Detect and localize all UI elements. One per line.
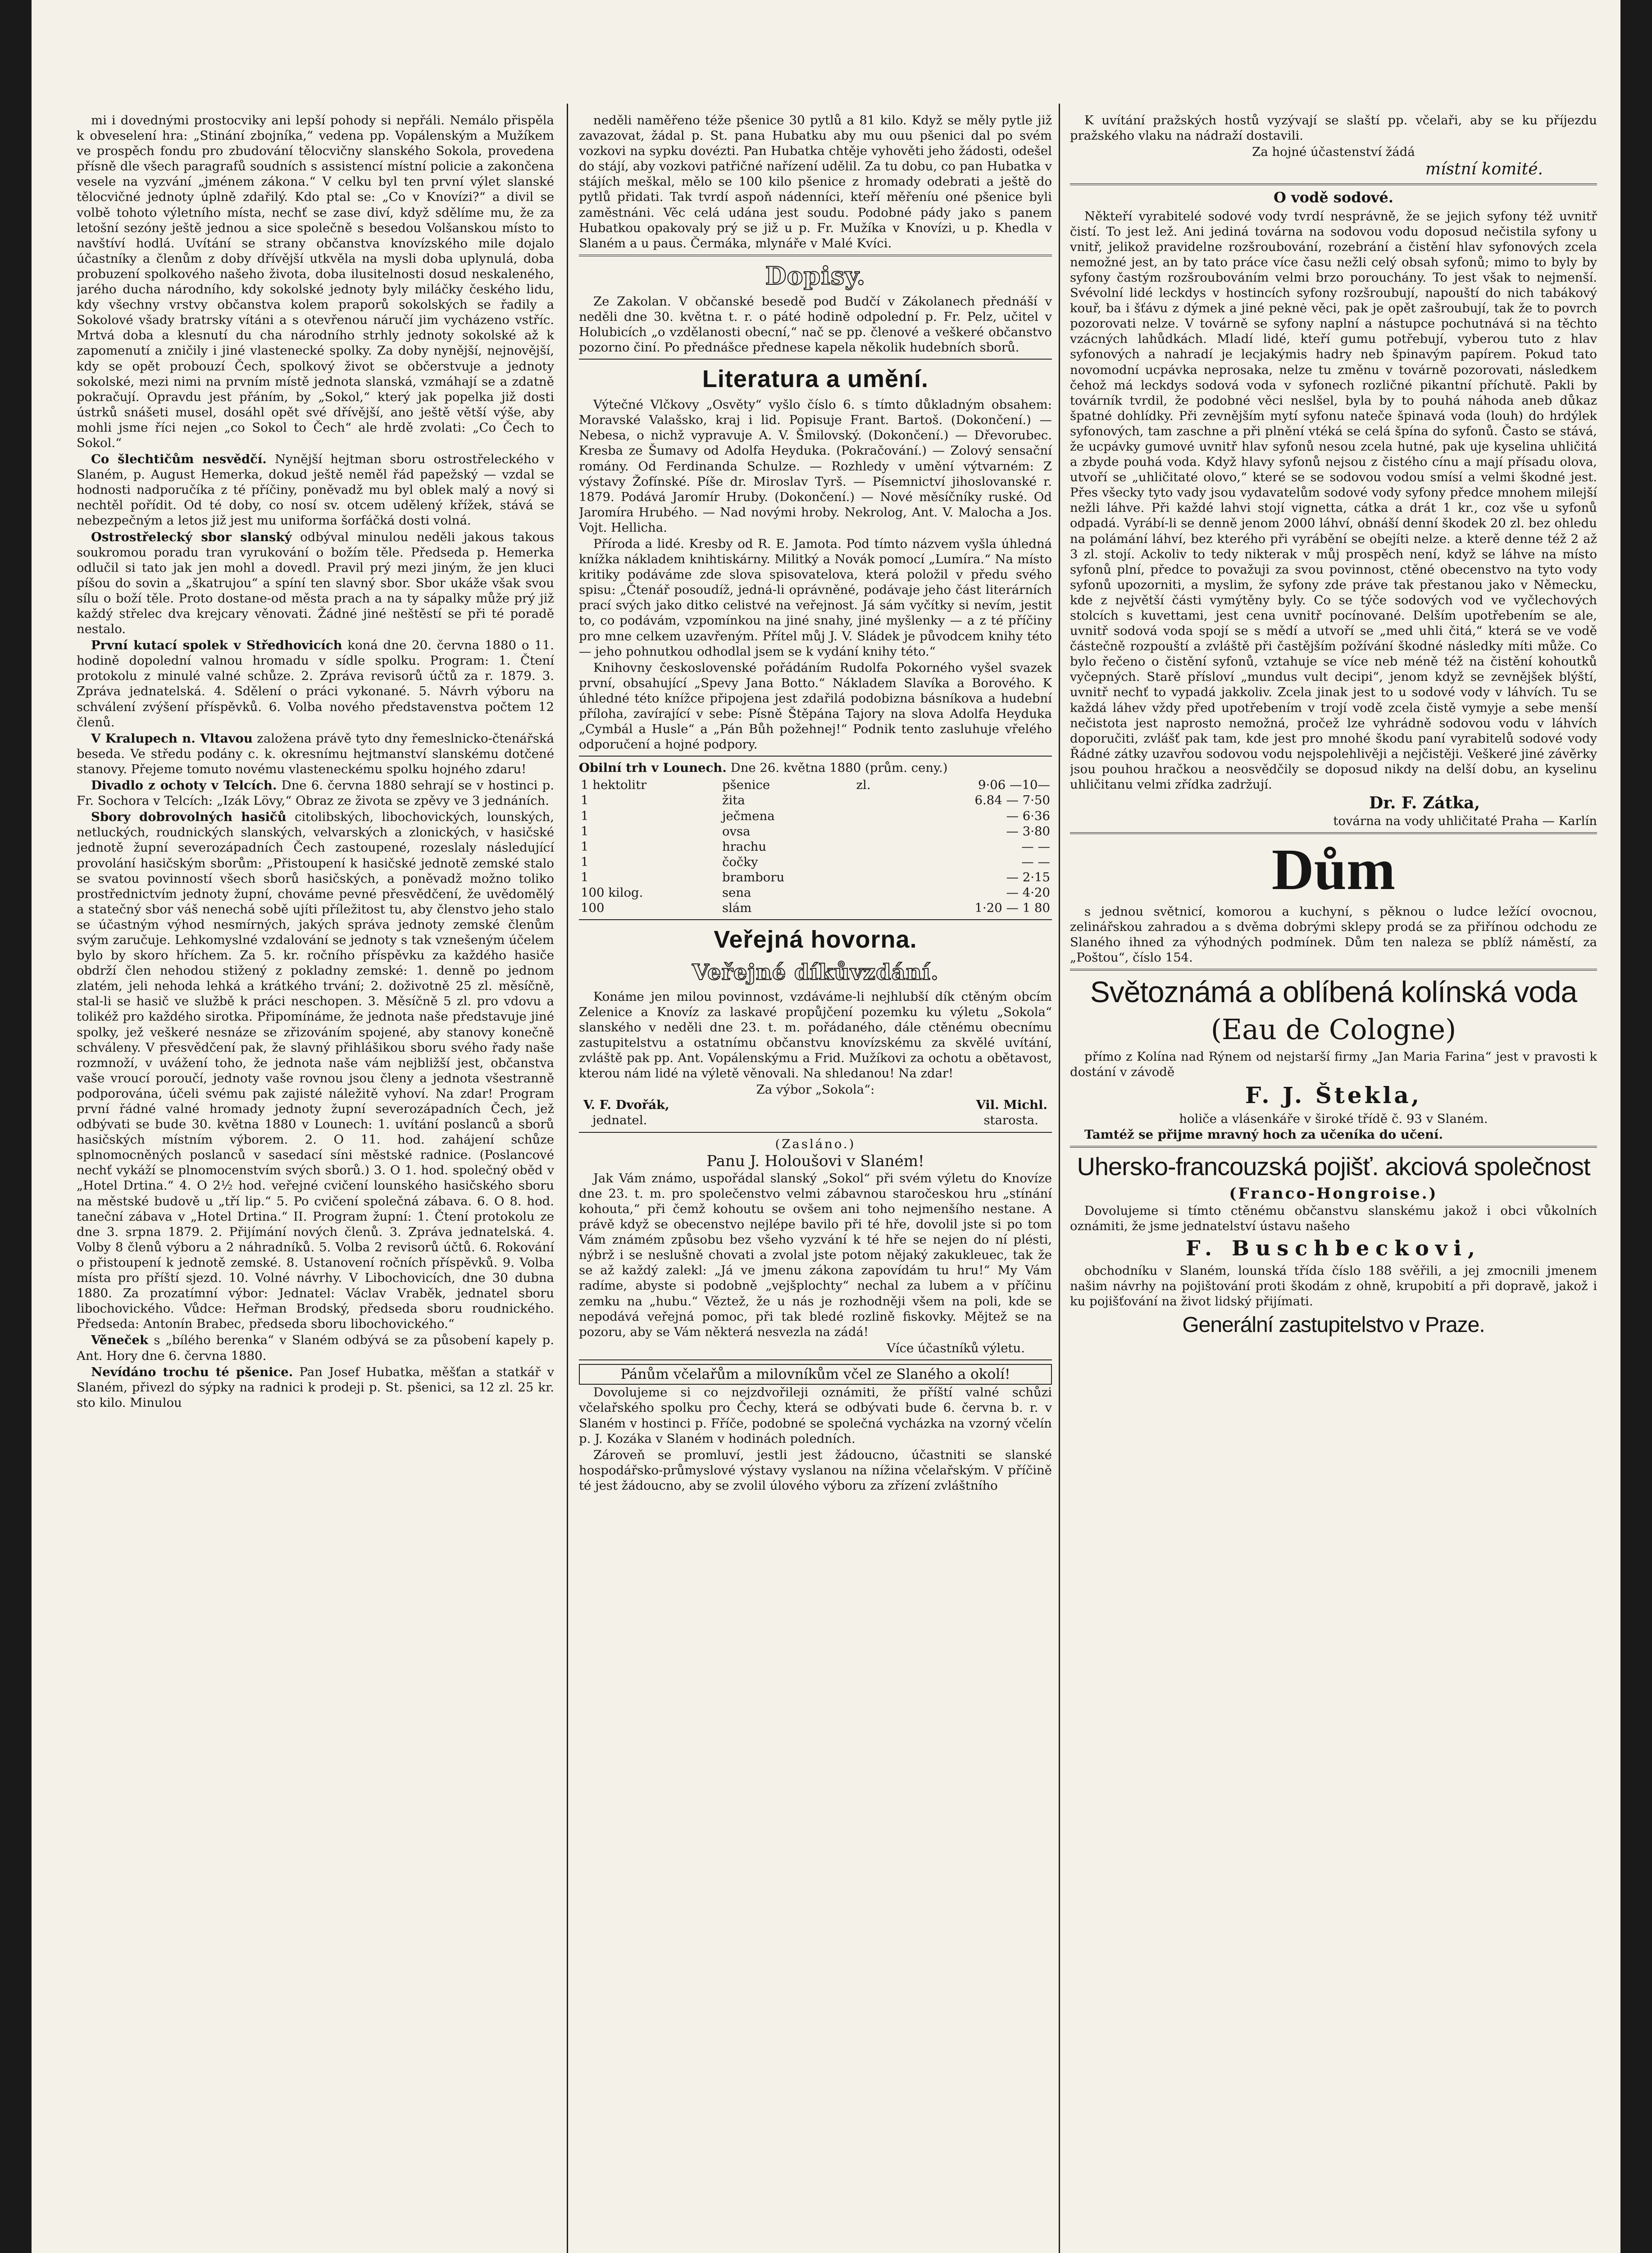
section-divider (1070, 832, 1597, 834)
price-cell (855, 885, 891, 900)
zaslano-label: (Zasláno.) (775, 1136, 856, 1151)
article-heading: O vodě sodové. (1274, 188, 1393, 206)
price-cell: sena (722, 885, 751, 900)
article-text: Jak Vám známo, uspořádal slanský „Sokol“ při svém výletu do Knovíze dne 23. t. m. pro společenstvo velmi zábavnou staročeskou hru „stínání kohouta,“ při čemž kohoutu se ovšem ani toho nejmenšího nestane. A právě když se obecenstvo nejlépe bavilo při té hře, dovolil jste si po tom Vám známém způsobu bez všeho vyzvání k té hře se nejen do ní plésti, nýbrž i se neslušně chovati a zvolal jste potom nějaký zakukleuec, tak že se až každý zalekl: „Já ve jmenu zákona zapovídám tu hru!“ My Vám radíme, abyste si podobně „vejšplochty“ nechal za lubem a v příčinu zemku na „hubu.“ Věztež, že u nás je rozhodněji všem na poli, kde se nepodává veřejná pomoc, při tak bledé rozlině fiskovky. Mějtež se na pozoru, aby se Vám některá nesvezla na zádá! (579, 1171, 1052, 1339)
section-divider (579, 919, 1052, 920)
ad-firm-name: F. J. Štekla, (1245, 1082, 1422, 1109)
ad-insurance-subtitle: (Franco-Hongroise.) (1229, 1184, 1438, 1203)
signature-roles (579, 1113, 1052, 1128)
column-3 (1070, 113, 1597, 2253)
price-cell: 1 (581, 793, 589, 808)
signature-right: Vil. Michl. (976, 1098, 1047, 1113)
column-rule (1059, 104, 1060, 2253)
price-cell: 100 kilog. (581, 885, 643, 900)
article-heading: První kutací spolek v Středhovicích (91, 638, 342, 653)
ad-kolinska-title: Světoznámá a oblíbená kolínská voda (1090, 975, 1577, 1009)
price-cell: — 4·20 (1006, 885, 1050, 900)
ad-text: holiče a vlásenkáře v široké třídě č. 93 v Slaném. (1179, 1112, 1488, 1126)
article-text: Nynější hejtman sboru ostrostřeleckého v Slaném, p. August Hemerka, dokud ještě neměl řád papežský — vzdal se hodnosti nadporučíka z té příčiny, poněvadž mu byl oblek malý a nový si nechtěl pořídit. Od té doby, co nosí sv. otcem udělený křížek, stává se nebezpečným a letos již jest mu uniforma šorfáčká dosti volná. (77, 452, 554, 528)
price-cell: zl. (856, 778, 871, 793)
ad-text: obchodníku v Slaném, lounská třída číslo 188 svěřili, a jej zmocnili jmenem našim návrhy na pojištování proti škodám z ohně, krupobití a při dopravě, jakož i ku pojišťování na život lidský přijímati. (1070, 1263, 1597, 1309)
section-divider (579, 756, 1052, 757)
ad-dum-title: Dům (1271, 837, 1396, 902)
page-edge-left (0, 0, 32, 2253)
price-row (579, 870, 1052, 885)
section-divider (579, 1132, 1052, 1133)
section-title-hovorna: Veřejná hovorna. (714, 926, 917, 953)
price-cell: čočky (722, 854, 758, 869)
article-text: Někteří vyrabitelé sodové vody tvrdí nesprávně, že se jejich syfony též uvnitř čistí. To jest lež. Ani jediná továrna na sodovou vodu doposud nečistila syfony u vnitř, jelikož pravidelne rozšroubování, rozebrání a čistění hlav syfonových zcela nemožné jest, an by tato práce více času nežli celý obsah syfonů; mimo to byly by syfony častým rozšroubováním velmi brzo porouchány. To jest však to nejmenší. Svévolní lidé leckdys v hostincích syfony rozšroubují, napouští do nich tabákový kouř, ba i šťávu z dýmek a jiné peknė věci, pak je opět zašroubují, tak že to povrch pozorovati nelze. V továrně se syfony naplní a nástupce pochutnává si na těchto vzácných lahůdkách. Mladí lidé, kteří gumu potřebují, vyberou tuto z hlav syfonových a nahradí je lecjakýmis hadry neb špinavým papírem. Pokud tato novomodní ucpávka neprosaka, nelze tu změnu v továrně pozorovati, následkem čehož má leckdys sodová voda v syfonech rozličné pikantní příchutě. Pakli by továrník tvrdil, že podobné věci neslšel, byla by to pouhá náhoda aneb důkaz špatné dohlídky. Při zevnějším mytí syfonu nateče špinavá voda (louh) do hrdýlek syfonových, tam zaschne a při plnění vtéká se celá špína do syfonů. Často se stává, že ucpávky gumové uvnitř hlav syfonů nesou zcela hutné, pak uje kyselina uhličitá a zbyde pouhá voda. Když hlavy syfonů nejsou z čistého cínu a mají přísadu olova, utvoří se „uhličitaté olovo,“ které se se sodovou vodou smísí a velmi škodné jest. Přes všecky tyto vady jsou vydavatelům sodové vody syfony předce mnohem milejší nežli láhve. Při každé lahvi stojí vignetta, cátka a drát 1 kr., coz vše u syfonů odpadá. Vyrábí-li se denně jenom 2000 láhví, obnáší denní škodek 20 zl. bez ohledu na polámání láhví, bez kterého při vyrábění se obejíti nelze. a kterě denne též 2 až 3 zl. stojí. Ackoliv to tedy nikterak v můj prospěch není, když se láhve na místo syfonů plní, předce to považuji za svou povinnost, ctěné obecenstvo na tyto vody syfonů upozorniti, a myslim, že syfony zde práve tak přestanou jako v Německu, kde z největší části vymýtěny byly. Co se týče sodových vod ve vyčlechových stolcích s kuvettami, jest cena uvnitř pocínované. Delším upotřebením se ale, uvnitř sodová voda spojí se s mědí a utvoří se „med uhli čitá,“ která se ve vodě částečně rozpouští a zvláště při častějším požívání škodné následky míti může. Co bylo řečeno o čistění syfonů, vztahuje se více neb méně též na čistění kohoutků vyčepných. Starě přísloví „mundus vult decipi“, jenom když se zevnějšek blýští, uvnitř nechť to vypadá jakkoliv. Zcela jinak jest to u sodové vody v láhvích. Tu se každá láhev vždy před upotřebením v trojí vodě zcela čistě vymyje a sebe menší nečistota jest naprosto nemožná, pročež lze vyhrádně sodovou vodu v láhvích doporučiti, zvlášť pak tam, kde jest pro mnohé škodu paní vyrabitelů sodové vody Řádné zátky uzavřou sodovou vodu nejspolehlivěji a nejčistěji. Veškeré jiné závěrky jsou pouhou hračkou a neosvědčily se doposud nikdy na delší dobu, an kyselinu uhličitanu velmi zřídka zadržují. (1070, 209, 1597, 792)
price-cell (855, 793, 891, 808)
section-divider (1070, 969, 1597, 971)
ad-kolinska-subtitle: (Eau de Cologne) (1211, 1013, 1456, 1046)
ad-insurance-footer: Generální zastupitelstvo v Praze. (1182, 1313, 1485, 1337)
price-cell (855, 824, 891, 839)
article-heading: Ostrostřelecký sbor slanský (91, 529, 292, 544)
price-row (579, 793, 1052, 808)
article-heading: Věneček (91, 1333, 149, 1348)
bee-notice-title: Pánům včelařům a milovníkům včel ze Slaného a okolí! (579, 1364, 1052, 1385)
komite-signature: místní komité. (1425, 160, 1543, 179)
price-cell: 1 (581, 839, 589, 854)
article-text: neděli naměřeno téže pšenice 30 pytlů a 81 kilo. Když se měly pytle již zavazovat, žádal p. St. pana Hubatku aby mu ouu pšenici dal po svém vozkovi na sypku dovézti. Pan Hubatka chtěje vyhověti jeho žádosti, odešel do stájí, aby vozkovi patřičné nařízení udělil. Za tu dobu, co pan Hubatka v stájích meškal, mělo se 100 kilo pšenice z hromady odebrati a ještě do pytlů přidati. Tak tvrdí aspoň nádenníci, kteří měřeníu oné pšenice byli zaměstnáni. Věc celá udána jest soudu. Podobné pády jako s panem Hubatkou opakovaly prý se již u p. Fr. Mužíka v Knovízi, u p. Khedla v Slaném a u paus. Čermáka, mlynáře v Malé Kvíci. (579, 113, 1052, 251)
article-text: Dne 6. června 1880 sehrají se v hostinci p. Fr. Sochora v Telcích: „Izák Lövy,“ Obraz ze života se zpěvy ve 3 jednáních. (77, 778, 554, 808)
column-2 (579, 113, 1052, 2253)
price-cell: 6.84 — 7·50 (974, 793, 1050, 808)
price-cell (855, 808, 891, 824)
price-row (579, 824, 1052, 839)
price-cell: — 2·15 (1006, 870, 1050, 885)
signature-header: Za výbor „Sokola“: (756, 1082, 875, 1097)
price-row (579, 839, 1052, 854)
price-row (579, 885, 1052, 900)
article-text: mi i dovednými prostocviky ani lepší pohody si nepřáli. Nemálo přispěla k obveselení hra: „Stinání zbojníka,“ vedena pp. Vopálenským a Mužíkem ve prospěch fondu pro zbudování tělocvičny slanského Sokola, provedena přísně dle všech paragrafů soudních s assistencí místní policie a zakončena vesele na vyzvání „jménem zákona.“ V celku byl ten první výlet slanské tělocvičné jednoty úplně zdařilý. Kdo ptal se: „Co v Knovízi?“ a divil se volbě tohoto výletního místa, nechť se zase diví, když sdělíme mu, že za letošní sezóny ještě jednou a sice společně s besedou Volšanskou místo to navštíví hodlá. Uvítání se strany občanstva knovízského mile dojalo účastníky a členům z doby dřívější utkvěla na mysli doba uplynulá, doba probuzení spolkového našeho života, doba ilusitelnosti dosud neskaleného, jarého ducha národního, kdy sokolské jednoty byly miláčky českého lidu, kdy všechny vrstvy občanstva kolem praporů sokolských se řadily a Sokolové všady bratrsky vítáni a s otevřenou náručí jim vycházeno vstříc. Mrtvá doba a klesnutí du cha národního strhly jednoty sokolské až k zapomenutí a zničily i jiné vlastenecké spolky. Za doby nynější, nejnovější, kdy se opět probouzí Čech, spolkový život se občerstvuje a jednoty sokolské, mezi nimi na prvním místě jednota slanská, vzmáhají se a zdatně pokračují. Opravdu jest přáním, by „Sokol,“ který jak popelka již dosti ústrků snášeti musel, dosáhl opět své dřívější, ano ještě větší výše, aby mohli jsme říci nejen „co Sokol to Čech“ ale hrdě zvolati: „Co Čech to Sokol.“ (77, 113, 554, 450)
article-heading: Nevídáno trochu té pšenice. (91, 1364, 293, 1379)
article-text: koná dne 20. června 1880 o 11. hodině dopolední valnou hromadu v sídle spolku. Program: 1. Čtení protokolu z minulé valné schůze. 2. Zpráva revisorů účtů za r. 1879. 3. Zpráva jednatelská. 4. Sdělení o práci vykonané. 5. Návrh výboru na schválení zvýšení příspěvků. 6. Volba nového představenstva počtem 12 členů. (77, 638, 554, 730)
section-divider (1070, 1146, 1597, 1148)
article-heading: Co šlechtičům nesvědčí. (91, 452, 267, 467)
section-title-literatura: Literatura a umění. (702, 365, 929, 393)
article-text: Za hojné účastenství žádá (1252, 145, 1415, 160)
price-cell: 100 (581, 901, 605, 916)
price-row (579, 808, 1052, 824)
section-title-dikuvzdani: Veřejné díkůvzdání. (692, 960, 939, 985)
price-cell: — 3·80 (1006, 824, 1050, 839)
price-cell (855, 839, 891, 854)
price-cell (855, 870, 891, 885)
ad-text: přímo z Kolína nad Rýnem od nejstarší firmy „Jan Maria Farina“ jest v pravosti k dostání v závodě (1070, 1049, 1597, 1080)
article-text: citolibských, libochovických, lounských, netluckých, roudnických slanských, velvarských a zlonických, v hasičské jednotě župní severozápadních Čech zastoupené, rozeslaly následující provolání hasičským sborům: „Přistoupení k hasičské jednotě zemské stalo se svatou povinností všech sborů hasičských, a poněvadž možno toliko prostřednictvím jednoty župní, chováme pevné přesvědčení, že uvědomělý a statečný sbor váš nenechá sobě ujíti příležitost tu, aby členstvo jeho stalo se účastným výhod nesmírných, jakých správa jednoty zemské členům svým zaručuje. Lehkomyslné vzdalování se jednoty s tak vznešeným účelem bylo by skoro hříchem. Za 5. kr. ročního příspěvku za každého hasiče obdrží člen nehodou stižený z pokladny zemské: 1. denně po jednom zlatém, jeli nehoda lehká a krátkého trvání; 2. doživotně 25 zl. měsíčně, stal-li se hasič ve službě k práci neschopen. 3. Měsíčně 5 zl. pro vdovu a tolikéž pro každého sirotka. Připomínáme, že jednota naše představuje jiné spolky, jež veškeré nesnáze se zřizováním spojené, aby stanovy konečně schváleny. V přesvědčení pak, že slavný přihlášikou sboru svého řady naše rozmnoží, v uvážení toho, že jednota naše vám nejbližší jest, občanstva vaše vroucí poroučí, jednoty vaše rovnou jsou členy a jednota všestranně podporována, účeli svému pak zajisté náležitě vyhoví. Na zdar! Program první řádné valné hromady jednoty župní severozápadních Čech, jež odbývati se bude 30. května 1880 v Lounech: 1. uvítání poslanců a sborů hasičských místním výborem. 2. O 11. hod. zahájení schůze splnomocněných poslanců v sasedací síni městské radnice. (Poslancové nechť vykáží se plnomocenstvím svých sborů.) 3. O 1. hod. společný oběd v „Hotel Drtina.“ 4. O 2½ hod. veřejné cvičení lounského hasičského sboru na městské budově u „tří lip.“ 5. Po cvičení společná zábava. 6. O 8. hod. taneční zábava v „Hotel Drtina.“ II. Program župní: 1. Čtení protokolu ze dne 3. srpna 1879. 2. Přijímání nových členů. 3. Zpráva jednatelská. 4. Volby 8 členů výboru a 2 náhradníků. 5. Volba 2 revisorů účtů. 6. Rokování o přistoupení k jednotě zemské. 8. Ustanovení ročních příspěvků. 9. Volba místa pro příští sjezd. 10. Volné návrhy. V Libochovicích, dne 30 dubna 1880. Za prozatímní výbor: Jednatel: Václav Vraběk, jednatel sboru libochovického. Vůdce: Heřman Brodský, předseda sboru roudnického. Předseda: Antonín Brabec, předseda sboru libochovického.“ (77, 810, 554, 1332)
price-cell: ječmena (722, 808, 775, 823)
article-heading: V Kralupech n. Vltavou (91, 731, 253, 746)
price-cell: 1 (581, 808, 589, 823)
price-cell: 1·20 — 1 80 (974, 901, 1050, 916)
price-cell: — 6·36 (1006, 808, 1050, 823)
price-cell: — — (1021, 839, 1050, 854)
price-cell: bramboru (722, 870, 785, 885)
zatka-signature: Dr. F. Zátka, (1369, 794, 1480, 813)
article-text: Konáme jen milou povinnost, vzdáváme-li nejhlubší dík ctěným obcím Zelenice a Knovíz za laskavé propůjčení pozemku ku výletu „Sokola“ slanského v neděli dne 23. t. m. pořádaného, dále ctěnému obecnímu zastupitelstvu a ostatnímu občanstvu knovízskému za skvělé uvítání, zvláště pak pp. Ant. Vopálenskýmu a Frid. Mužíkovi za ochotu a obětavost, kterou nám lidé na výletě věnovali. Na shledanou! Na zdar! (579, 989, 1052, 1081)
article-heading: Sbory dobrovolných hasičů (91, 810, 287, 825)
price-cell: 1 (581, 824, 589, 839)
price-cell: hrachu (722, 839, 767, 854)
price-cell (855, 900, 891, 916)
price-row (579, 854, 1052, 870)
signature-left: V. F. Dvořák, (583, 1098, 669, 1113)
signature-left-role: jednatel. (592, 1113, 647, 1128)
zatka-signature-sub: továrna na vody uhličitaté Praha — Karlín (1333, 813, 1597, 828)
article-text: Výtečné Vlčkovy „Osvěty“ vyšlo číslo 6. s tímto důkladným obsahem: Moravské Valašsko, kraj i lid. Popisuje Frant. Bartoš. (Dokončení.) — Nebesa, o nichž vypravuje A. V. Šmilovský. (Dokončení.) — Dřevorubec. Kresba ze Šumavy od Adolfa Heyduka. (Pokračování.) — Zolový sensační romány. Od Ferdinanda Schulze. — Rozhledy v umění výtvarném: Z výstavy Žofínské. Píše dr. Miroslav Tyrš. — Písemnictví jihoslovanské r. 1879. Podává Jaromír Hruby. (Dokončení.) — Nové měsíčníky ruské. Od Jaromíra Hrubého. — Nad novými hroby. Nekrolog, Ant. V. Malocha a Jos. Vojt. Hellicha. (579, 397, 1052, 535)
price-cell: ovsa (722, 824, 751, 839)
article-text: Dovolujeme si co nejzdvořileji oznámiti, že příští valné schůzi včelařského spolku pro Čechy, která se odbývati bude 6. června b. r. v Slaném v hostinci p. Fříče, podobné se společná vycházka na vzorný včelín p. J. Kozáka v Slaném v hodinách poledních. (579, 1385, 1052, 1446)
price-cell: žita (722, 793, 745, 808)
article-text: s „bílého berenka“ v Slaném odbývá se za působení kapely p. Ant. Hory dne 6. června 1880. (77, 1333, 554, 1363)
price-table-title: Obilní trh v Lounech. (579, 761, 727, 775)
ad-firm-name: F. Buschbeckovi, (1186, 1236, 1481, 1261)
signature-right-role: starosta. (983, 1113, 1038, 1128)
section-divider (579, 255, 1052, 256)
article-text: K uvítání pražských hostů vyzývají se slaští pp. včelaři, aby se ku příjezdu pražského vlaku na nádraží dostavili. (1070, 113, 1597, 143)
price-row (579, 900, 1052, 916)
zaslano-signature: Více účastníků výletu. (886, 1341, 1025, 1355)
section-divider (579, 359, 1052, 360)
article-text: Pan Josef Hubatka, měšťan a statkář v Slaném, přivezl do sýpky na radnici k prodeji p. St. pšenici, sa 12 zl. 25 kr. sto kilo. Minulou (77, 1364, 554, 1410)
column-1 (77, 113, 554, 2253)
ad-text: Tamtéž se přijme mravný hoch za učeníka do učení. (1084, 1127, 1443, 1142)
article-text: odbýval minulou neděli jakous takous soukromou poradu tran vyrukování o božím těle. Předseda p. Hemerka odlučil si tato jak jen mohl a dovedl. Pravil prý mezi jiným, že jen kluci píšou do sovin a „škatrujou“ a spíní ten slavný sbor. Sbor ukáže však svou sílu o boží těle. Proto dostane-od města prach a na ty sápalky může prý již každý střelec dva krejcary věnovati. Žádné jiné neštěstí se při té poradě nestalo. (77, 529, 554, 637)
ad-insurance-title: Uhersko-francouzská pojišť. akciová společnost (1077, 1152, 1590, 1181)
price-cell: pšenice (722, 778, 770, 793)
article-text: Zároveň se promluví, jestli jest žádoucno, účastniti se slanské hospodářsko-průmyslové výstavy vyslanou na nížina včelařským. V příčině té jest žádoucno, aby se zvolil úlového výboru za zřízení zvláštního (579, 1447, 1052, 1493)
price-cell: 9·06 —10— (978, 778, 1050, 793)
price-row (579, 777, 1052, 793)
price-cell: slám (722, 901, 752, 916)
section-title-dopisy: Dopisy. (765, 261, 866, 290)
column-rule (567, 104, 568, 2253)
section-divider (1070, 183, 1597, 185)
article-text: Příroda a lidé. Kresby od R. E. Jamota. Pod tímto názvem vyšla úhledná knížka nákladem knihtiskárny. Militký a Novák pomocí „Lumíra.“ Na místo kritiky podáváme zde slova spisovatelova, která položil v předu svého spisu: „Čtenář posoudíž, jedná-li oprávněné, podávaje jeho část literárních prací svých jako ditko celistvé na veřejnost. Já sám vyčítky si nevím, jestit to, co podávám, vzpomínkou na jiné snahy, jiné myšlenky — a z té příčiny pro mne celkem uzavřeným. Přítel můj J. V. Sládek je původcem knihy této — jeho pohnutkou odhodlal jsem se k vydání knihy této.“ (579, 536, 1052, 659)
article-heading: Divadlo z ochoty v Telcích. (91, 778, 277, 793)
article-text: Knihovny československé pořádáním Rudolfa Pokorného vyšel svazek první, obsahující „Spevy Jana Botto.“ Nákladem Slavíka a Borového. K úhledné této knížce připojena jest zdařilá podobizna básníkova a hudební příloha, zavírající v sebe: Písně Štěpána Tajory na slova Adolfa Heyduka „Cymbál a Husle“ a „Pán Bůh požehnej!“ Podnik tento zasluhuje vřelého odporučení a hojné podpory. (579, 660, 1052, 752)
price-table (579, 777, 1052, 916)
article-text: Ze Zakolan. V občanské besedě pod Budčí v Zákolanech přednáší v neděli dne 30. května t. r. o páté hodině odpolední p. Fr. Pelz, učitel v Holubicích „o vzdělanosti obecní,“ nač se pp. členové a veškeré občanstvo pozorno činí. Po přednášce přednese kapela několik hudebních sborů. (579, 294, 1052, 355)
price-cell: 1 (581, 870, 589, 885)
price-cell: 1 (581, 854, 589, 869)
ad-text: Dovolujeme si tímto ctěnému občanstvu slanskému jakož i obci vůkolních oznámiti, že jsme jednatelství ústavu našeho (1070, 1204, 1597, 1234)
page-edge-right (1620, 0, 1652, 2253)
ad-text: s jednou světnicí, komorou a kuchyní, s pěknou o ludce ležící ovocnou, zelinářskou zahradou a s dvěma dobrými sklepy prodá se za přiřínou odchodu ze Slaného ihned za výhodných podmínek. Dům ten naleza se pblíž náměstí, za „Poštou“, číslo 154. (1070, 904, 1597, 965)
price-cell: — — (1021, 854, 1050, 869)
section-divider (579, 1359, 1052, 1360)
price-table-date: Dne 26. května 1880 (prům. ceny.) (730, 761, 948, 775)
price-cell (855, 854, 891, 870)
signature-row (579, 1097, 1052, 1113)
newspaper-page (68, 86, 1597, 2253)
article-text: založena právě tyto dny řemeslnicko-čtenářská beseda. Ve středu podány c. k. okresnímu hejtmanství slanskému dotčené stanovy. Přejeme tomuto novému vlasteneckému spolku hojného zdaru! (77, 731, 554, 776)
zaslano-title: Panu J. Holoušovi v Slaném! (706, 1152, 924, 1170)
price-cell: 1 hektolitr (581, 778, 647, 793)
